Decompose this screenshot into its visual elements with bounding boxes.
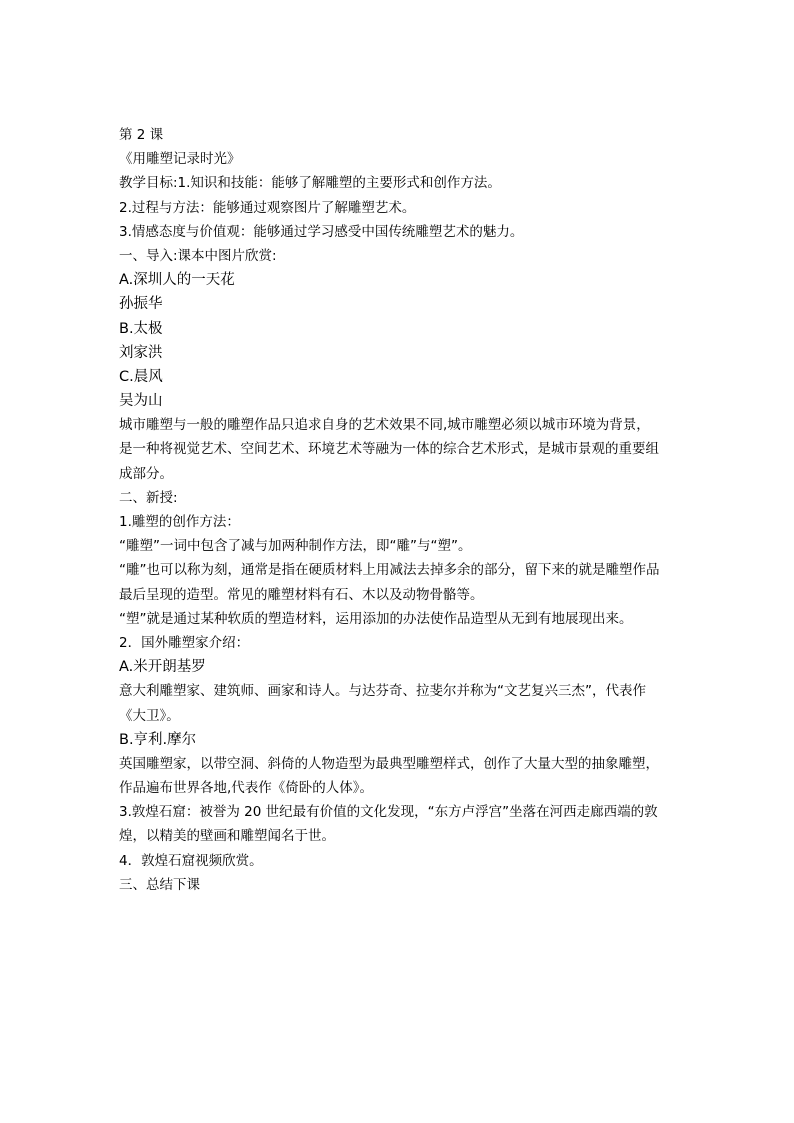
city-sculpture-paragraph-line-2: 是一种将视觉艺术、空间艺术、环境艺术等融为一体的综合艺术形式，是城市景观的重要组 xyxy=(119,441,659,458)
artwork-b-title: B.太极 xyxy=(119,320,163,337)
artwork-b-artist: 刘家洪 xyxy=(119,344,163,361)
modeling-paragraph: “塑”就是通过某种软质的塑造材料，运用添加的办法使作品造型从无到有地展现出来。 xyxy=(119,610,633,627)
henry-moore-title: B.亨利.摩尔 xyxy=(119,731,197,748)
creation-method-heading: 1.雕塑的创作方法： xyxy=(119,514,240,530)
dunhuang-video: 4．敦煌石窟视频欣赏。 xyxy=(119,852,263,869)
artwork-a-artist: 孙振华 xyxy=(119,296,163,313)
michelangelo-desc-line-1: 意大利雕塑家、建筑师、画家和诗人。与达芬奇、拉斐尔并称为“文艺复兴三杰”，代表作 xyxy=(119,683,646,700)
foreign-sculptors-heading: 2．国外雕塑家介绍： xyxy=(119,634,250,651)
carving-paragraph-line-1: “雕”也可以称为刻，通常是指在硬质材料上用减法去掉多余的部分，留下来的就是雕塑作品 xyxy=(119,562,660,579)
lesson-number: 第 2 课 xyxy=(119,127,164,143)
artwork-c-artist: 吴为山 xyxy=(119,393,163,410)
lesson-title: 《用雕塑记录时光》 xyxy=(119,151,241,168)
teaching-goal-2: 2.过程与方法：能够通过观察图片了解雕塑艺术。 xyxy=(119,199,416,216)
creation-method-intro: “雕塑”一词中包含了减与加两种制作方法，即“雕”与“塑”。 xyxy=(119,538,472,555)
teaching-goal-1: 教学目标:1.知识和技能：能够了解雕塑的主要形式和创作方法。 xyxy=(119,175,501,192)
henry-moore-desc-line-2: 作品遍布世界各地,代表作《倚卧的人体》。 xyxy=(119,780,374,797)
city-sculpture-paragraph-line-1: 城市雕塑与一般的雕塑作品只追求自身的艺术效果不同,城市雕塑必须以城市环境为背景， xyxy=(119,417,650,434)
dunhuang-desc-line-1: 3.敦煌石窟：被誉为 20 世纪最有价值的文化发现，“东方卢浮宫”坐落在河西走廊西端的敦 xyxy=(119,804,658,821)
henry-moore-desc-line-1: 英国雕塑家，以带空洞、斜倚的人物造型为最典型雕塑样式，创作了大量大型的抽象雕塑， xyxy=(119,755,659,772)
section-new-lesson-heading: 二、新授: xyxy=(119,489,178,506)
dunhuang-desc-line-2: 煌，以精美的壁画和雕塑闻名于世。 xyxy=(119,828,335,845)
teaching-goal-3: 3.情感态度与价值观：能够通过学习感受中国传统雕塑艺术的魅力。 xyxy=(119,223,524,240)
document-body xyxy=(119,123,679,897)
section-summary-heading: 三、总结下课 xyxy=(119,876,200,893)
section-intro-heading: 一、导入:课本中图片欣赏: xyxy=(119,247,277,264)
artwork-c-title: C.晨风 xyxy=(119,368,163,385)
artwork-a-title: A.深圳人的一天花 xyxy=(119,272,235,289)
michelangelo-desc-line-2: 《大卫》。 xyxy=(119,707,180,724)
michelangelo-title: A.米开朗基罗 xyxy=(119,659,206,676)
city-sculpture-paragraph-line-3: 成部分。 xyxy=(119,465,173,482)
carving-paragraph-line-2: 最后呈现的造型。常见的雕塑材料有石、木以及动物骨骼等。 xyxy=(119,586,484,603)
